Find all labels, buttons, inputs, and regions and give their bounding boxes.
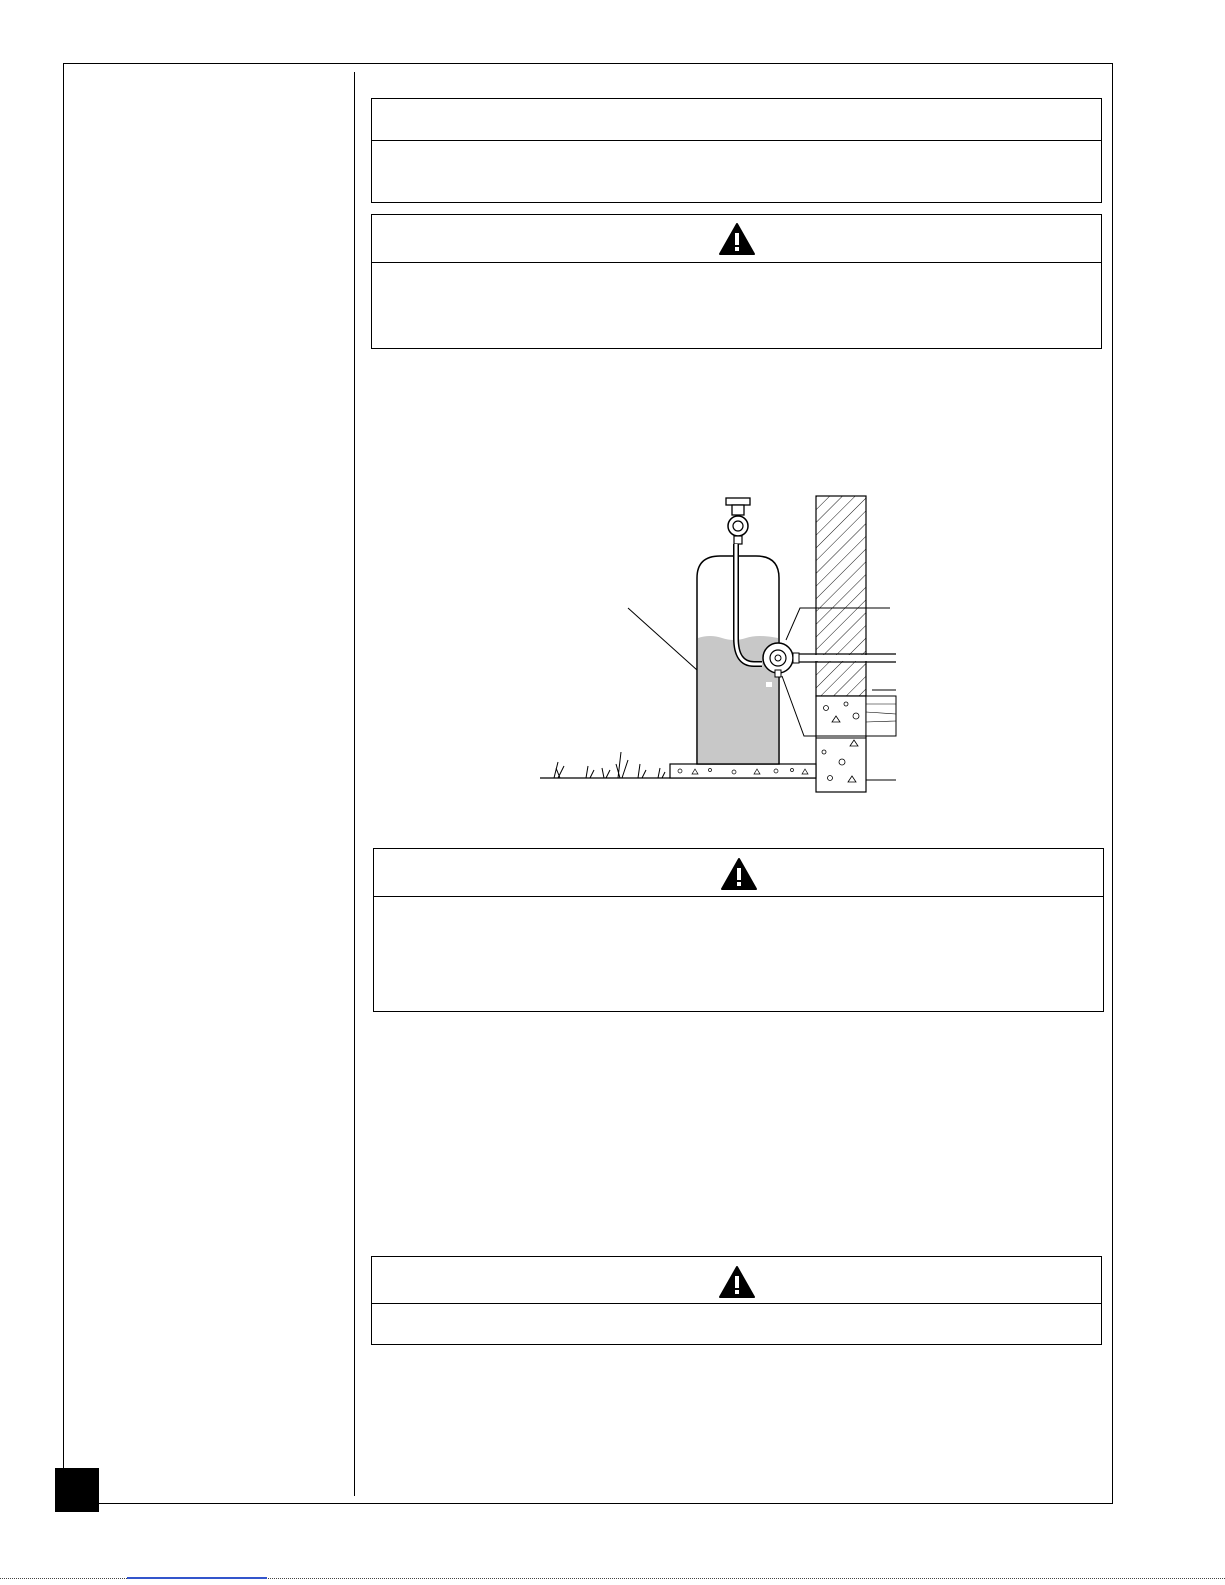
page-number-tab [55, 1468, 99, 1512]
warning-box-3 [371, 1256, 1102, 1345]
warning-triangle-icon [720, 857, 758, 891]
warning-box-2 [373, 848, 1104, 1012]
warning-box-3-header [372, 1257, 1101, 1304]
warning-box-1-header [372, 215, 1101, 263]
warning-triangle-icon [718, 1265, 756, 1299]
column-divider [354, 72, 355, 1496]
warning-triangle-icon [718, 222, 756, 256]
bottom-link-underline[interactable] [127, 1577, 267, 1579]
notice-box-header [372, 99, 1101, 141]
tank-installation-illustration [530, 490, 910, 800]
warning-box-1 [371, 214, 1102, 349]
warning-box-2-header [374, 849, 1103, 897]
notice-box [371, 98, 1102, 203]
